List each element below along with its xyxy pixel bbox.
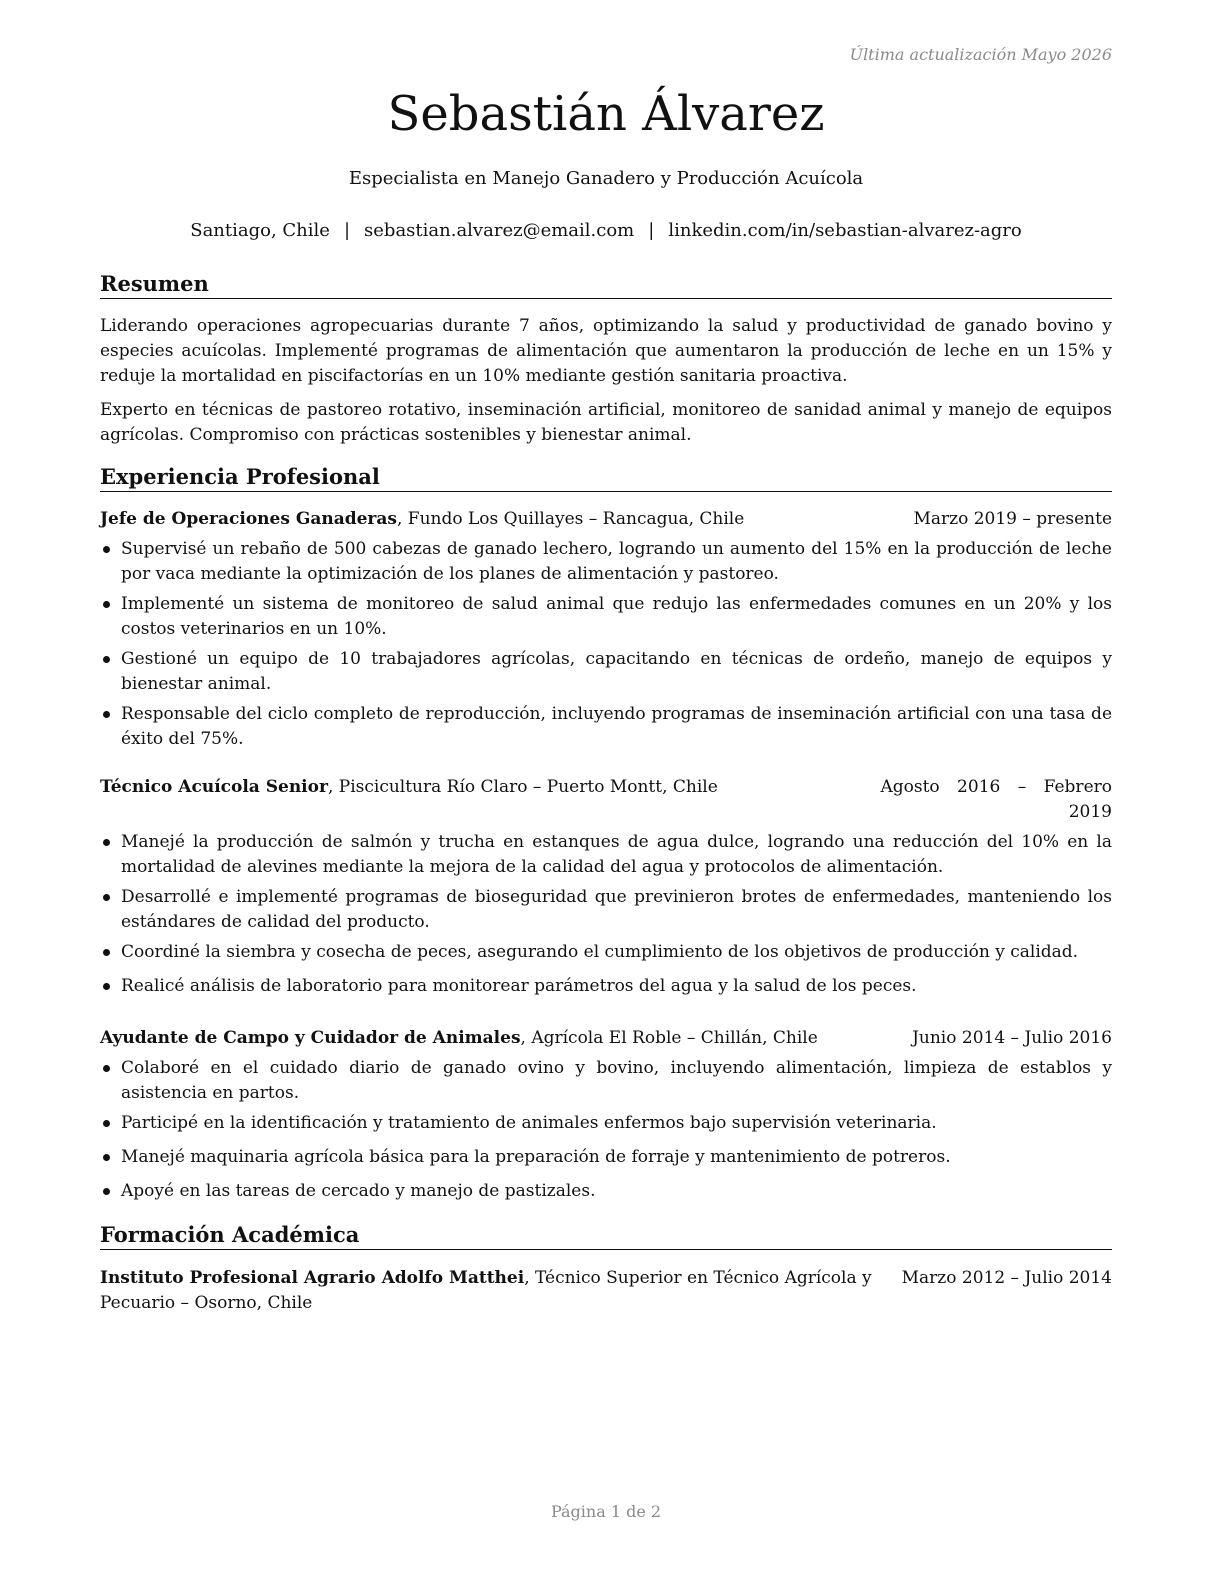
contact-linkedin[interactable]: linkedin.com/in/sebastian-alvarez-agro <box>668 220 1022 241</box>
job-role: Técnico Acuícola Senior <box>100 777 328 797</box>
job-dates: Junio 2014 – Julio 2016 <box>912 1028 1112 1048</box>
education-title-line <box>100 1266 890 1316</box>
education-detail-cont: Pecuario – Osorno, Chile <box>100 1293 313 1313</box>
job-title-line <box>100 775 718 800</box>
education-institution: Instituto Profesional Agrario Adolfo Matthei <box>100 1268 525 1288</box>
contact-line <box>100 220 1112 241</box>
contact-separator: | <box>648 220 655 241</box>
bullet-icon <box>103 711 110 718</box>
job-header <box>100 775 1112 825</box>
bullet-icon <box>103 656 110 663</box>
list-item: Responsable del ciclo completo de reproducción, incluyendo programas de inseminación artificial con una tasa de éxito del 75%. <box>100 702 1112 752</box>
job-dates: Agosto 2016 – Febrero 2019 <box>880 777 1112 822</box>
job-company: , Fundo Los Quillayes – Rancagua, Chile <box>396 509 745 529</box>
job-title-line <box>100 507 744 532</box>
job-company: , Piscicultura Río Claro – Puerto Montt, Chile <box>327 777 718 797</box>
education-item <box>100 1266 1112 1316</box>
list-item: Colaboré en el cuidado diario de ganado ovino y bovino, incluyendo alimentación, limpieza de establos y asistencia en partos. <box>100 1056 1112 1106</box>
job-company: , Agrícola El Roble – Chillán, Chile <box>520 1028 818 1048</box>
job-role: Ayudante de Campo y Cuidador de Animales <box>100 1028 521 1048</box>
job-bullets <box>100 1056 1112 1209</box>
list-item: Apoyé en las tareas de cercado y manejo de pastizales. <box>100 1179 1112 1204</box>
education-dates: Marzo 2012 – Julio 2014 <box>901 1268 1112 1288</box>
list-item: Participé en la identificación y tratamiento de animales enfermos bajo supervisión veterinaria. <box>100 1111 1112 1136</box>
candidate-name: Sebastián Álvarez <box>387 86 825 142</box>
bullet-icon <box>103 546 110 553</box>
bullet-icon <box>103 839 110 846</box>
bullet-icon <box>103 1120 110 1127</box>
bullet-icon <box>103 1188 110 1195</box>
last-updated: Última actualización Mayo 2026 <box>849 45 1112 64</box>
contact-email[interactable]: sebastian.alvarez@email.com <box>364 220 635 241</box>
section-title-summary: Resumen <box>100 271 1112 299</box>
list-item: Manejé maquinaria agrícola básica para la preparación de forraje y mantenimiento de potreros. <box>100 1145 1112 1170</box>
bullet-icon <box>103 983 110 990</box>
list-item: Manejé la producción de salmón y trucha en estanques de agua dulce, logrando una reducción del 10% en la mortalidad de alevines mediante la mejora de la calidad del agua y protocolos de alimentación. <box>100 830 1112 880</box>
bullet-icon <box>103 949 110 956</box>
section-title-education: Formación Académica <box>100 1222 1112 1250</box>
list-item: Gestioné un equipo de 10 trabajadores agrícolas, capacitando en técnicas de ordeño, manejo de equipos y bienestar animal. <box>100 647 1112 697</box>
page-number: Página 1 de 2 <box>550 1502 662 1521</box>
job-bullets <box>100 830 1112 1004</box>
bullet-icon <box>103 1154 110 1161</box>
contact-location: Santiago, Chile <box>190 220 330 241</box>
summary-paragraph: Experto en técnicas de pastoreo rotativo, inseminación artificial, monitoreo de sanidad animal y manejo de equipos agrícolas. Compromiso con prácticas sostenibles y bienestar animal. <box>100 400 1112 445</box>
job-title-line <box>100 1026 818 1051</box>
candidate-subtitle: Especialista en Manejo Ganadero y Producción Acuícola <box>348 168 864 189</box>
list-item: Implementé un sistema de monitoreo de salud animal que redujo las enfermedades comunes en un 20% y los costos veterinarios en un 10%. <box>100 592 1112 642</box>
bullet-icon <box>103 1065 110 1072</box>
job-role: Jefe de Operaciones Ganaderas <box>100 509 397 529</box>
bullet-icon <box>103 601 110 608</box>
education-detail: , Técnico Superior en Técnico Agrícola y <box>524 1268 872 1288</box>
bullet-icon <box>103 894 110 901</box>
summary-paragraph: Liderando operaciones agropecuarias durante 7 años, optimizando la salud y productividad de ganado bovino y especies acuícolas. Implementé programas de alimentación que aumentaron la producción de leche en un 15% y reduje la mortalidad en piscifactorías en un 10% mediante gestión sanitaria proactiva. <box>100 316 1112 386</box>
job-dates: Marzo 2019 – presente <box>913 509 1112 529</box>
list-item: Coordiné la siembra y cosecha de peces, asegurando el cumplimiento de los objetivos de producción y calidad. <box>100 940 1112 965</box>
list-item: Supervisé un rebaño de 500 cabezas de ganado lechero, logrando un aumento del 15% en la producción de leche por vaca mediante la optimización de los planes de alimentación y pastoreo. <box>100 537 1112 587</box>
job-bullets <box>100 537 1112 757</box>
section-title-experience: Experiencia Profesional <box>100 464 1112 492</box>
contact-separator: | <box>343 220 351 241</box>
list-item: Desarrollé e implementé programas de bioseguridad que previnieron brotes de enfermedades, manteniendo los estándares de calidad del producto. <box>100 885 1112 935</box>
list-item: Realicé análisis de laboratorio para monitorear parámetros del agua y la salud de los peces. <box>100 974 1112 999</box>
